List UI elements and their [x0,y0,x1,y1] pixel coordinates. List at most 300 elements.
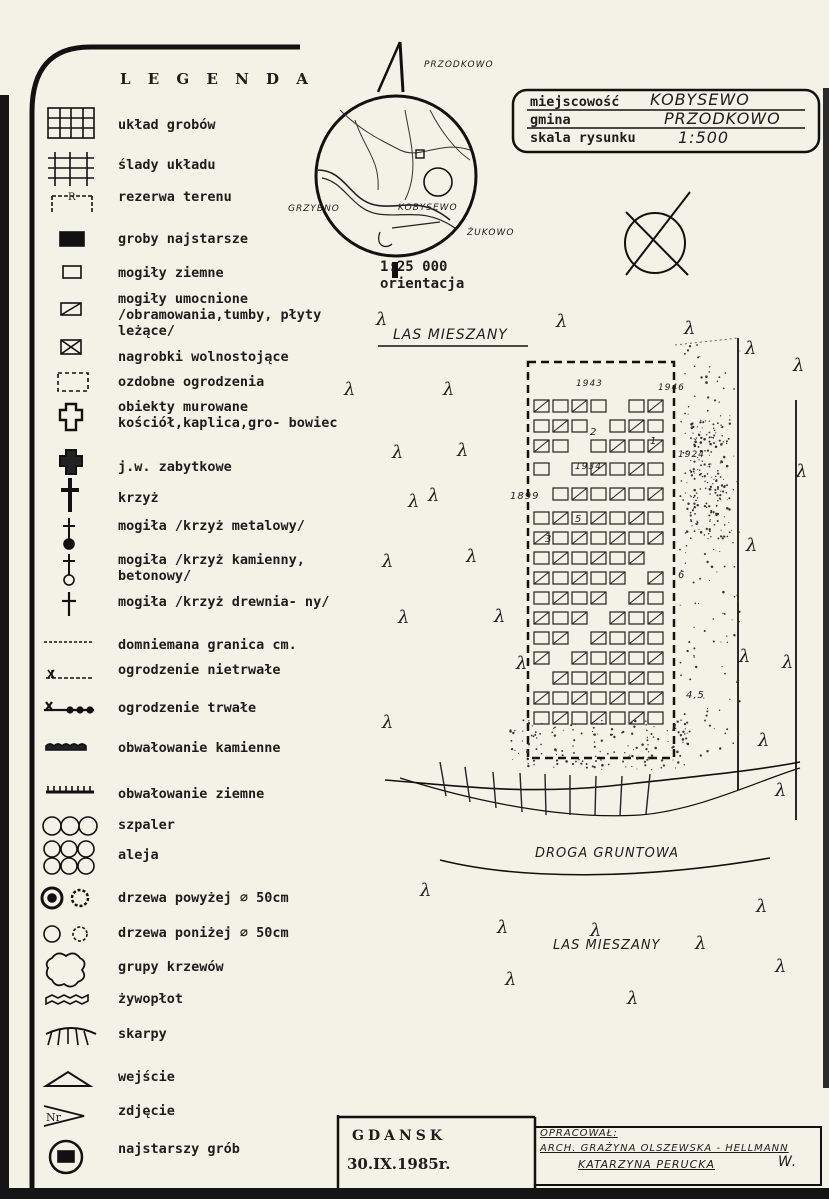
stipple-dot [726,492,728,494]
stipple-dot [696,504,698,506]
legend-label-church-filled: j.w. zabytkowe [118,459,232,475]
stipple-dot [685,563,686,564]
stipple-dot [726,635,727,636]
stipple-dot [596,723,597,724]
stipple-dot [556,754,557,755]
stipple-dot [709,580,710,581]
tree-mark: λ [775,780,787,801]
stipple-dot [693,468,695,470]
stipple-dot [601,769,602,770]
hedge-row-icon [43,817,97,835]
grave-cell [572,672,587,684]
stipple-dot [693,655,694,656]
stipple-dot [705,375,708,378]
stipple-dot [649,758,650,759]
stipple-dot [526,751,529,754]
grave-cell [553,400,568,412]
stipple-dot [680,662,682,664]
stipple-dot [713,427,714,428]
stipple-dot [714,524,716,526]
grave-slash [572,612,587,624]
stipple-dot [684,764,685,765]
tree-mark: λ [443,379,455,400]
grave-slash [648,488,663,500]
stipple-dot [706,750,708,752]
wood-cross-icon [62,592,76,616]
orientation-center-label: KOBYSEWO [398,203,458,213]
stipple-dot [690,512,692,514]
legend-label-cross: krzyż [118,490,159,506]
stipple-dot [528,763,529,764]
stipple-dot [540,744,542,746]
stipple-dot [705,502,707,504]
stipple-dot [723,536,724,537]
stipple-dot [633,726,635,728]
stipple-dot [647,737,648,738]
stipple-dot [627,745,628,746]
grave-cell [610,512,625,524]
stipple-dot [719,440,721,442]
stipple-dot [580,763,582,765]
grave-slash [610,488,625,500]
stipple-dot [738,532,739,533]
stipple-dot [726,507,729,510]
stipple-dot [522,730,523,731]
grave-slash [572,400,587,412]
stipple-dot [622,761,624,763]
stipple-dot [715,514,717,516]
stipple-dot [581,733,583,735]
stipple-dot [610,734,612,736]
legend-label-reserve: rezerwa terenu [118,189,232,205]
stipple-dot [645,724,647,726]
stipple-dot [737,561,738,562]
stipple-dot [684,413,686,415]
stipple-dot [700,437,702,439]
forest-top-label: LAS MIESZANY [393,327,508,343]
stipple-dot [739,621,740,622]
stipple-dot [686,482,687,483]
stipple-dot [723,456,726,459]
stipple-dot [556,763,558,765]
stipple-dot [534,734,536,736]
cross-rect-icon [61,340,81,354]
legend-label-photo: zdjęcie [118,1103,175,1119]
stipple-dot [509,730,512,733]
stipple-dot [693,471,695,473]
stipple-dot [650,733,652,735]
stipple-dot [672,729,675,732]
tree-mark: λ [408,491,420,512]
stipple-dot [527,756,528,757]
stipple-dot [720,460,722,462]
stipple-dot [717,422,719,424]
stipple-dot [691,422,693,424]
stipple-dot [737,679,739,681]
stipple-dot [527,758,529,760]
stipple-dot [694,438,695,439]
stipple-dot [613,736,615,738]
stipple-dot [685,728,686,729]
stipple-dot [689,678,691,680]
stipple-dot [680,719,682,721]
stipple-dot [702,461,703,462]
grave-cell [553,572,568,584]
stipple-dot [697,522,699,524]
stipple-dot [732,742,734,744]
commune-value: PRZODKOWO [664,109,781,128]
stipple-dot [684,723,686,725]
stipple-dot [694,530,696,532]
stipple-dot [707,708,708,709]
stipple-dot [562,754,564,756]
legend-label-big-tree: drzewa powyżej ⌀ 50cm [118,890,289,906]
stipple-dot [709,725,711,727]
hedge-icon [46,995,88,1004]
stipple-dot [657,738,659,740]
stipple-dot [575,761,577,763]
legend-label-small-tree: drzewa poniżej ⌀ 50cm [118,925,289,941]
stipple-dot [721,530,722,531]
legend-label-stone-cross: mogiła /krzyż kamienny, betonowy/ [118,552,305,584]
stipple-dot [716,494,718,496]
grave-slash [591,632,606,644]
stipple-dot [694,506,696,508]
grave-slash [572,532,587,544]
legend-label-grid-trace: ślady układu [118,157,216,173]
grave-cell [553,440,568,452]
stipple-dot [645,748,647,750]
stipple-dot [685,737,687,739]
dimension-label: 4,5 [686,690,705,701]
stipple-dot [541,723,542,724]
grave-slash [648,572,663,584]
north-arrow-icon [625,192,690,275]
stipple-dot [586,763,588,765]
stipple-dot [729,699,730,700]
grave-cell [629,440,644,452]
stipple-dot [636,758,638,760]
stipple-dot [531,735,533,737]
stipple-dot [729,419,731,421]
stipple-dot [572,745,573,746]
stipple-dot [534,757,536,759]
tree-mark: λ [756,896,768,917]
stipple-dot [693,503,695,505]
stipple-dot [527,765,529,767]
grid-trace-icon [48,152,94,186]
stipple-dot [704,720,706,722]
stipple-dot [708,515,710,517]
stipple-dot [705,420,706,421]
legend-label-alley: aleja [118,847,159,863]
legend-label-oldest-grave: najstarszy grób [118,1141,240,1157]
stipple-dot [722,666,723,667]
stipple-dot [726,484,728,486]
stipple-dot [690,519,692,521]
stipple-dot [688,641,690,643]
stipple-dot [717,473,719,475]
scale-value: 1:500 [678,128,730,147]
stipple-dot [690,460,691,461]
grave-slash [629,420,644,432]
grave-cell [553,532,568,544]
stipple-dot [646,730,648,732]
stipple-dot [717,380,719,382]
stipple-dot [694,396,696,398]
stipple-dot [721,426,723,428]
photo-number-3: 3 [545,534,553,545]
grave-cell [591,692,606,704]
grave-cell [534,552,549,564]
entrance-icon [46,1072,90,1086]
stipple-dot [705,381,708,384]
stipple-dot [688,414,689,415]
grave-cell [629,532,644,544]
grave-slash [610,532,625,544]
stipple-dot [535,748,537,750]
stipple-dot [722,490,724,492]
stipple-dot [717,537,719,539]
stipple-dot [643,756,644,757]
stipple-dot [539,733,541,735]
stipple-dot [723,479,724,480]
stipple-dot [668,741,669,742]
stipple-dot [687,349,689,351]
legend-label-shrub: grupy krzewów [118,959,224,975]
stipple-dot [737,600,739,602]
stipple-dot [654,747,657,750]
stipple-dot [698,434,700,436]
stipple-dot [723,441,724,442]
stipple-dot [707,473,709,475]
stipple-dot [697,426,698,427]
stipple-dot [629,755,630,756]
stipple-dot [651,755,653,757]
stipple-dot [734,596,736,598]
grave-slash [534,572,549,584]
stipple-dot [699,356,700,357]
stipple-dot [578,759,579,760]
stipple-dot [687,502,689,504]
grave-slash [553,512,568,524]
stipple-dot [717,486,719,488]
grave-slash [553,712,568,724]
stipple-dot [698,446,700,448]
stipple-dot [711,437,712,438]
stipple-dot [715,432,716,433]
tree-mark: λ [782,652,794,673]
photo-number-5: 5 [575,514,583,525]
grave-slash [591,672,606,684]
stipple-dot [727,536,729,538]
grave-slash [629,552,644,564]
grave-cell [553,488,568,500]
stipple-dot [733,456,734,457]
stipple-dot [653,726,654,727]
stipple-dot [724,673,726,675]
stipple-dot [728,497,730,499]
stipple-dot [522,719,524,721]
stipple-dot [565,760,568,763]
stipple-dot [708,505,710,507]
stipple-dot [690,437,692,439]
stipple-dot [695,666,697,668]
stipple-dot [696,437,698,439]
grave-slash [534,692,549,704]
stipple-dot [729,531,731,533]
stipple-dot [690,514,692,516]
stipple-dot [700,420,701,421]
stipple-dot [690,495,691,496]
stipple-dot [717,500,718,501]
grave-cell [648,420,663,432]
tree-mark: λ [497,917,509,938]
stipple-dot [709,443,712,446]
grave-slash [553,592,568,604]
stipple-dot [679,755,681,757]
grave-cell [534,420,549,432]
stipple-dot [694,366,696,368]
alley-icon [44,841,94,874]
stipple-dot [644,761,646,763]
grave-cell [553,612,568,624]
stipple-dot [707,410,709,412]
stipple-dot [533,764,534,765]
road-label: DROGA GRUNTOWA [535,846,679,861]
tree-mark: λ [382,712,394,733]
stipple-dot [594,766,596,768]
grave-slash [553,632,568,644]
grave-slash [553,420,568,432]
stipple-dot [651,769,652,770]
stipple-dot [680,674,682,676]
stipple-dot [697,497,698,498]
stipple-dot [706,561,708,563]
orientation-north-label: PRZODKOWO [424,60,494,70]
stipple-dot [703,438,706,441]
stipple-dot [726,465,729,468]
grave-cell [591,652,606,664]
stipple-dot [738,611,740,613]
filled-rect-icon [60,232,84,246]
grave-slash [572,572,587,584]
stipple-dot [693,461,695,463]
stipple-dot [704,534,706,536]
stipple-dot [709,488,712,491]
stipple-dot [673,759,674,760]
stipple-dot [700,531,703,534]
shrub-icon [47,953,85,986]
frame-left-line [32,47,300,1188]
grave-slash [553,552,568,564]
stipple-dot [645,720,647,722]
stipple-dot [724,566,726,568]
tree-mark: λ [739,646,751,667]
stipple-dot [696,344,698,346]
stipple-dot [704,505,706,507]
stipple-dot [710,519,711,520]
stipple-dot [693,489,696,492]
stipple-dot [646,739,648,741]
stipple-dot [646,759,648,761]
forest-bottom-label: LAS MIESZANY [553,938,661,953]
stipple-dot [592,765,594,767]
stipple-dot [512,732,514,734]
grave-slash [534,440,549,452]
stipple-dot [694,513,696,515]
stipple-dot [710,536,711,537]
tree-mark: λ [793,355,805,376]
stipple-dot [723,388,725,390]
legend-label-temp-fence: ogrodzenie nietrwałe [118,662,281,678]
stipple-dot [690,520,692,522]
stipple-dot [713,512,714,513]
stipple-dot [514,750,515,751]
stipple-dot [728,522,729,523]
stipple-dot [696,492,698,494]
stipple-dot [736,595,737,596]
stipple-dot [582,760,584,762]
stipple-dot [570,724,572,726]
stipple-dot [592,731,593,732]
grave-cell [591,440,606,452]
tree-mark: λ [745,338,757,359]
stipple-dot [715,476,717,478]
stipple-dot [712,483,713,484]
stipple-dot [720,476,722,478]
grave-cell [629,612,644,624]
stipple-dot [600,751,601,752]
grave-slash [572,488,587,500]
legend-label-empty-rect: mogiły ziemne [118,265,224,281]
stipple-dot [720,415,721,416]
stipple-dot [720,536,722,538]
stipple-dot [714,492,716,494]
stipple-dot [712,618,714,620]
stipple-dot [678,731,680,733]
stipple-dot [709,521,710,522]
cemetery-plan [378,338,800,875]
grave-slash [572,652,587,664]
stipple-dot [709,420,710,421]
tree-mark: λ [695,933,707,954]
stipple-dot [716,571,717,572]
church-icon [60,404,82,430]
stipple-dot [707,538,708,539]
legend-label-slash-rect: mogiły umocnione /obramowania,tumby, płyty leżące/ [118,291,322,339]
stipple-dot [630,722,632,724]
stipple-dot [628,756,629,757]
author-1: ARCH. GRAŻYNA OLSZEWSKA - HELLMANN [540,1143,789,1154]
grave-cell [648,463,663,475]
stipple-dot [710,486,712,488]
stipple-dot [554,727,556,729]
stipple-dot [704,481,705,482]
stipple-dot [595,756,596,757]
legend-label-grid: układ grobów [118,117,216,133]
empty-rect-icon [63,266,81,278]
orientation-west-label: GRZYBNO [288,204,340,214]
stipple-dot [532,725,533,726]
grave-cell [648,512,663,524]
stipple-dot [653,736,655,738]
grave-cell [648,672,663,684]
tree-mark: λ [428,485,440,506]
stipple-dot [675,767,676,768]
tree-mark: λ [746,535,758,556]
stipple-dot [554,734,556,736]
